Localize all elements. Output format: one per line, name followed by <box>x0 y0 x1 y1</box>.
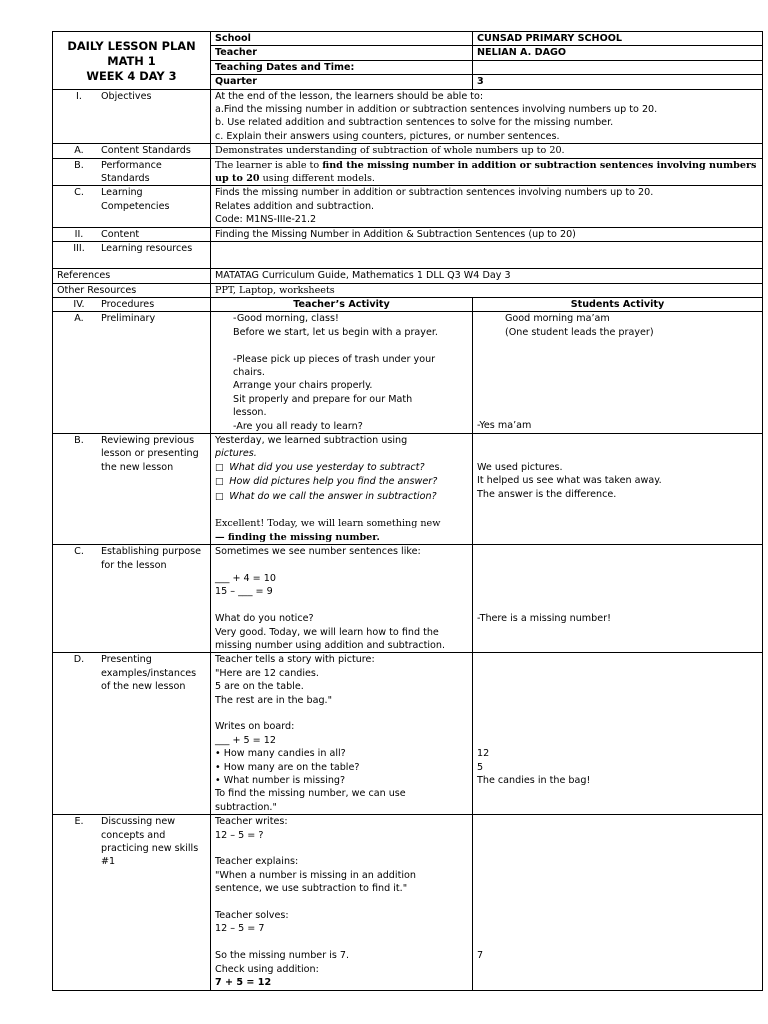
establishing-num: C. <box>74 546 84 558</box>
other-resources-label: Other Resources <box>53 283 211 297</box>
student-line: The answer is the difference. <box>477 488 617 500</box>
teacher-line: ___ + 4 = 10 <box>215 572 276 584</box>
teacher-line-bold: 7 + 5 = 12 <box>215 977 272 989</box>
competencies-num: C. <box>74 187 84 199</box>
content-value: Finding the Missing Number in Addition & Subtraction Sentences (up to 20) <box>211 227 763 241</box>
reviewing-students <box>473 433 763 544</box>
teacher-line: So the missing number is 7. <box>215 950 350 962</box>
review-question: □ What did you use yesterday to subtract? <box>215 461 425 473</box>
learning-resources-value <box>211 242 763 269</box>
teacher-line: 12 – 5 = 7 <box>215 923 265 935</box>
teacher-line: Check using addition: <box>215 963 319 975</box>
preliminary-label: Preliminary <box>101 313 156 325</box>
establishing-label: Establishing purpose for the lesson <box>101 546 202 571</box>
teacher-line: • How many are on the table? <box>215 761 360 773</box>
objectives-label-cell <box>53 89 211 144</box>
lesson-plan-sheet <box>52 31 762 991</box>
other-resources-value: PPT, Laptop, worksheets <box>211 283 763 297</box>
student-line: 7 <box>477 950 484 962</box>
competencies-text <box>211 186 763 227</box>
teacher-line: • How many candies in all? <box>215 748 346 760</box>
presenting-students <box>473 653 763 815</box>
content-standards-value: Demonstrates understanding of subtraction of whole numbers up to 20. <box>211 144 763 158</box>
preliminary-num: A. <box>74 313 84 325</box>
teacher-line: "When a number is missing in an addition <box>215 869 416 881</box>
plan-title <box>53 32 211 90</box>
establishing-teacher <box>211 545 473 653</box>
teacher-line: lesson. <box>233 407 267 419</box>
teacher-line: Teacher writes: <box>215 816 288 828</box>
references-label: References <box>53 269 211 283</box>
teacher-line: Teacher solves: <box>215 910 289 922</box>
blank-line <box>233 339 468 352</box>
teacher-line: -Good morning, class! <box>233 313 339 325</box>
checkbox-glyph-icon: □ <box>215 491 230 502</box>
discussing-label: Discussing new concepts and practicing new skills #1 <box>101 816 199 868</box>
teacher-line: Sometimes we see number sentences like: <box>215 546 421 558</box>
plan-title-line: DAILY LESSON PLAN <box>67 38 196 53</box>
teacher-line: Before we start, let us begin with a prayer. <box>233 326 438 338</box>
procedures-label: Procedures <box>101 298 155 310</box>
teacher-label: Teacher <box>211 46 473 60</box>
teacher-value: NELIAN A. DAGO <box>473 46 763 60</box>
teacher-line: Writes on board: <box>215 721 295 733</box>
content-standards-num: A. <box>74 145 84 157</box>
teacher-line: sentence, we use subtraction to find it." <box>215 883 408 895</box>
teacher-line: What do you notice? <box>215 613 314 625</box>
review-question: □ How did pictures help you find the answer? <box>215 476 438 488</box>
teacher-line: "Here are 12 candies. <box>215 667 319 679</box>
plan-title-line: WEEK 4 DAY 3 <box>86 68 177 83</box>
plan-title-line: MATH 1 <box>107 53 156 68</box>
objective-line: At the end of the lesson, the learners should be able to: <box>215 90 484 102</box>
school-value: CUNSAD PRIMARY SCHOOL <box>473 32 763 46</box>
learning-resources-label: Learning resources <box>101 243 193 255</box>
content-standards-label: Content Standards <box>101 145 191 157</box>
teacher-line: To find the missing number, we can use <box>215 788 406 800</box>
student-line: We used pictures. <box>477 461 563 473</box>
student-line: It helped us see what was taken away. <box>477 475 662 487</box>
teacher-line: chairs. <box>233 366 265 378</box>
students-activity-header: Students Activity <box>473 297 763 311</box>
presenting-teacher <box>211 653 473 815</box>
teacher-line: Teacher tells a story with picture: <box>215 654 375 666</box>
objective-line: a.Find the missing number in addition or subtraction sentences involving numbers up to 20. <box>215 104 658 116</box>
lesson-plan-table <box>52 31 763 991</box>
teacher-line: 12 – 5 = ? <box>215 829 264 841</box>
teacher-line: The rest are in the bag." <box>215 694 333 706</box>
references-value: MATATAG Curriculum Guide, Mathematics 1 DLL Q3 W4 Day 3 <box>211 269 763 283</box>
procedures-num: IV. <box>73 298 85 310</box>
student-line: (One student leads the prayer) <box>505 326 654 338</box>
performance-standards-label: Performance Standards <box>101 159 162 185</box>
quarter-value: 3 <box>473 75 763 89</box>
student-line: 5 <box>477 761 484 773</box>
reviewing-num: B. <box>74 434 84 446</box>
ps-bold: find the missing number in addition or subtraction sentences involving numbers up to 20 <box>215 159 757 185</box>
quarter-label: Quarter <box>211 75 473 89</box>
teacher-line: Yesterday, we learned subtraction using <box>215 434 408 446</box>
establishing-students <box>473 545 763 653</box>
checkbox-glyph-icon: □ <box>215 477 230 488</box>
discussing-num: E. <box>74 816 84 828</box>
teacher-line: subtraction." <box>215 801 277 813</box>
performance-standards-num: B. <box>74 159 84 171</box>
checkbox-glyph-icon: □ <box>215 462 230 473</box>
preliminary-teacher <box>211 312 473 434</box>
competency-line: Relates addition and subtraction. <box>215 200 375 212</box>
preliminary-students <box>473 312 763 434</box>
content-num: II. <box>74 228 84 240</box>
teacher-line: -Please pick up pieces of trash under your <box>233 353 436 365</box>
teacher-line: Teacher explains: <box>215 856 299 868</box>
presenting-num: D. <box>73 654 85 666</box>
objective-line: b. Use related addition and subtraction sentences to solve for the missing number. <box>215 117 614 129</box>
discussing-teacher <box>211 815 473 990</box>
reviewing-teacher <box>211 433 473 544</box>
teacher-line: Very good. Today, we will learn how to find the <box>215 626 439 638</box>
objectives-num: I. <box>76 90 82 102</box>
teacher-line: 15 – ___ = 9 <box>215 586 273 598</box>
dates-label: Teaching Dates and Time: <box>211 60 473 74</box>
reviewing-closing-bold: — finding the missing number. <box>215 531 380 543</box>
objective-line: c. Explain their answers using counters, pictures, or number sentences. <box>215 130 560 142</box>
teacher-activity-header: Teacher’s Activity <box>211 297 473 311</box>
teacher-line: missing number using addition and subtraction. <box>215 640 446 651</box>
teacher-line: ___ + 5 = 12 <box>215 734 276 746</box>
dates-value <box>473 60 763 74</box>
teacher-line: Arrange your chairs properly. <box>233 380 373 392</box>
competencies-label: Learning Competencies <box>101 187 170 212</box>
performance-standards-value <box>211 158 763 186</box>
ps-post: using different models. <box>259 173 375 185</box>
teacher-line: Sit properly and prepare for our Math <box>233 393 413 405</box>
content-label: Content <box>101 228 140 240</box>
school-label: School <box>211 32 473 46</box>
objectives-text <box>211 89 763 144</box>
student-line: -Yes ma’am <box>477 420 532 432</box>
ps-pre: The learner is able to <box>215 159 323 171</box>
reviewing-closing: Excellent! Today, we will learn something new <box>215 518 441 530</box>
presenting-label: Presenting examples/instances of the new lesson <box>101 654 197 693</box>
objectives-label: Objectives <box>101 90 152 102</box>
student-line: Good morning ma’am <box>505 313 610 325</box>
teacher-line: -Are you all ready to learn? <box>233 420 363 432</box>
student-line: -There is a missing number! <box>477 613 611 625</box>
discussing-students <box>473 815 763 990</box>
teacher-line: • What number is missing? <box>215 775 346 787</box>
review-question: □ What do we call the answer in subtraction? <box>215 490 437 502</box>
competency-line: Code: M1NS-IIIe-21.2 <box>215 214 317 226</box>
learning-resources-num: III. <box>73 243 85 255</box>
teacher-line: pictures. <box>215 448 257 460</box>
student-line: The candies in the bag! <box>477 774 591 786</box>
student-line: 12 <box>477 748 490 760</box>
reviewing-label: Reviewing previous lesson or presenting the new lesson <box>101 434 199 473</box>
competency-line: Finds the missing number in addition or subtraction sentences involving numbers up to 20. <box>215 187 654 199</box>
teacher-line: 5 are on the table. <box>215 681 304 693</box>
